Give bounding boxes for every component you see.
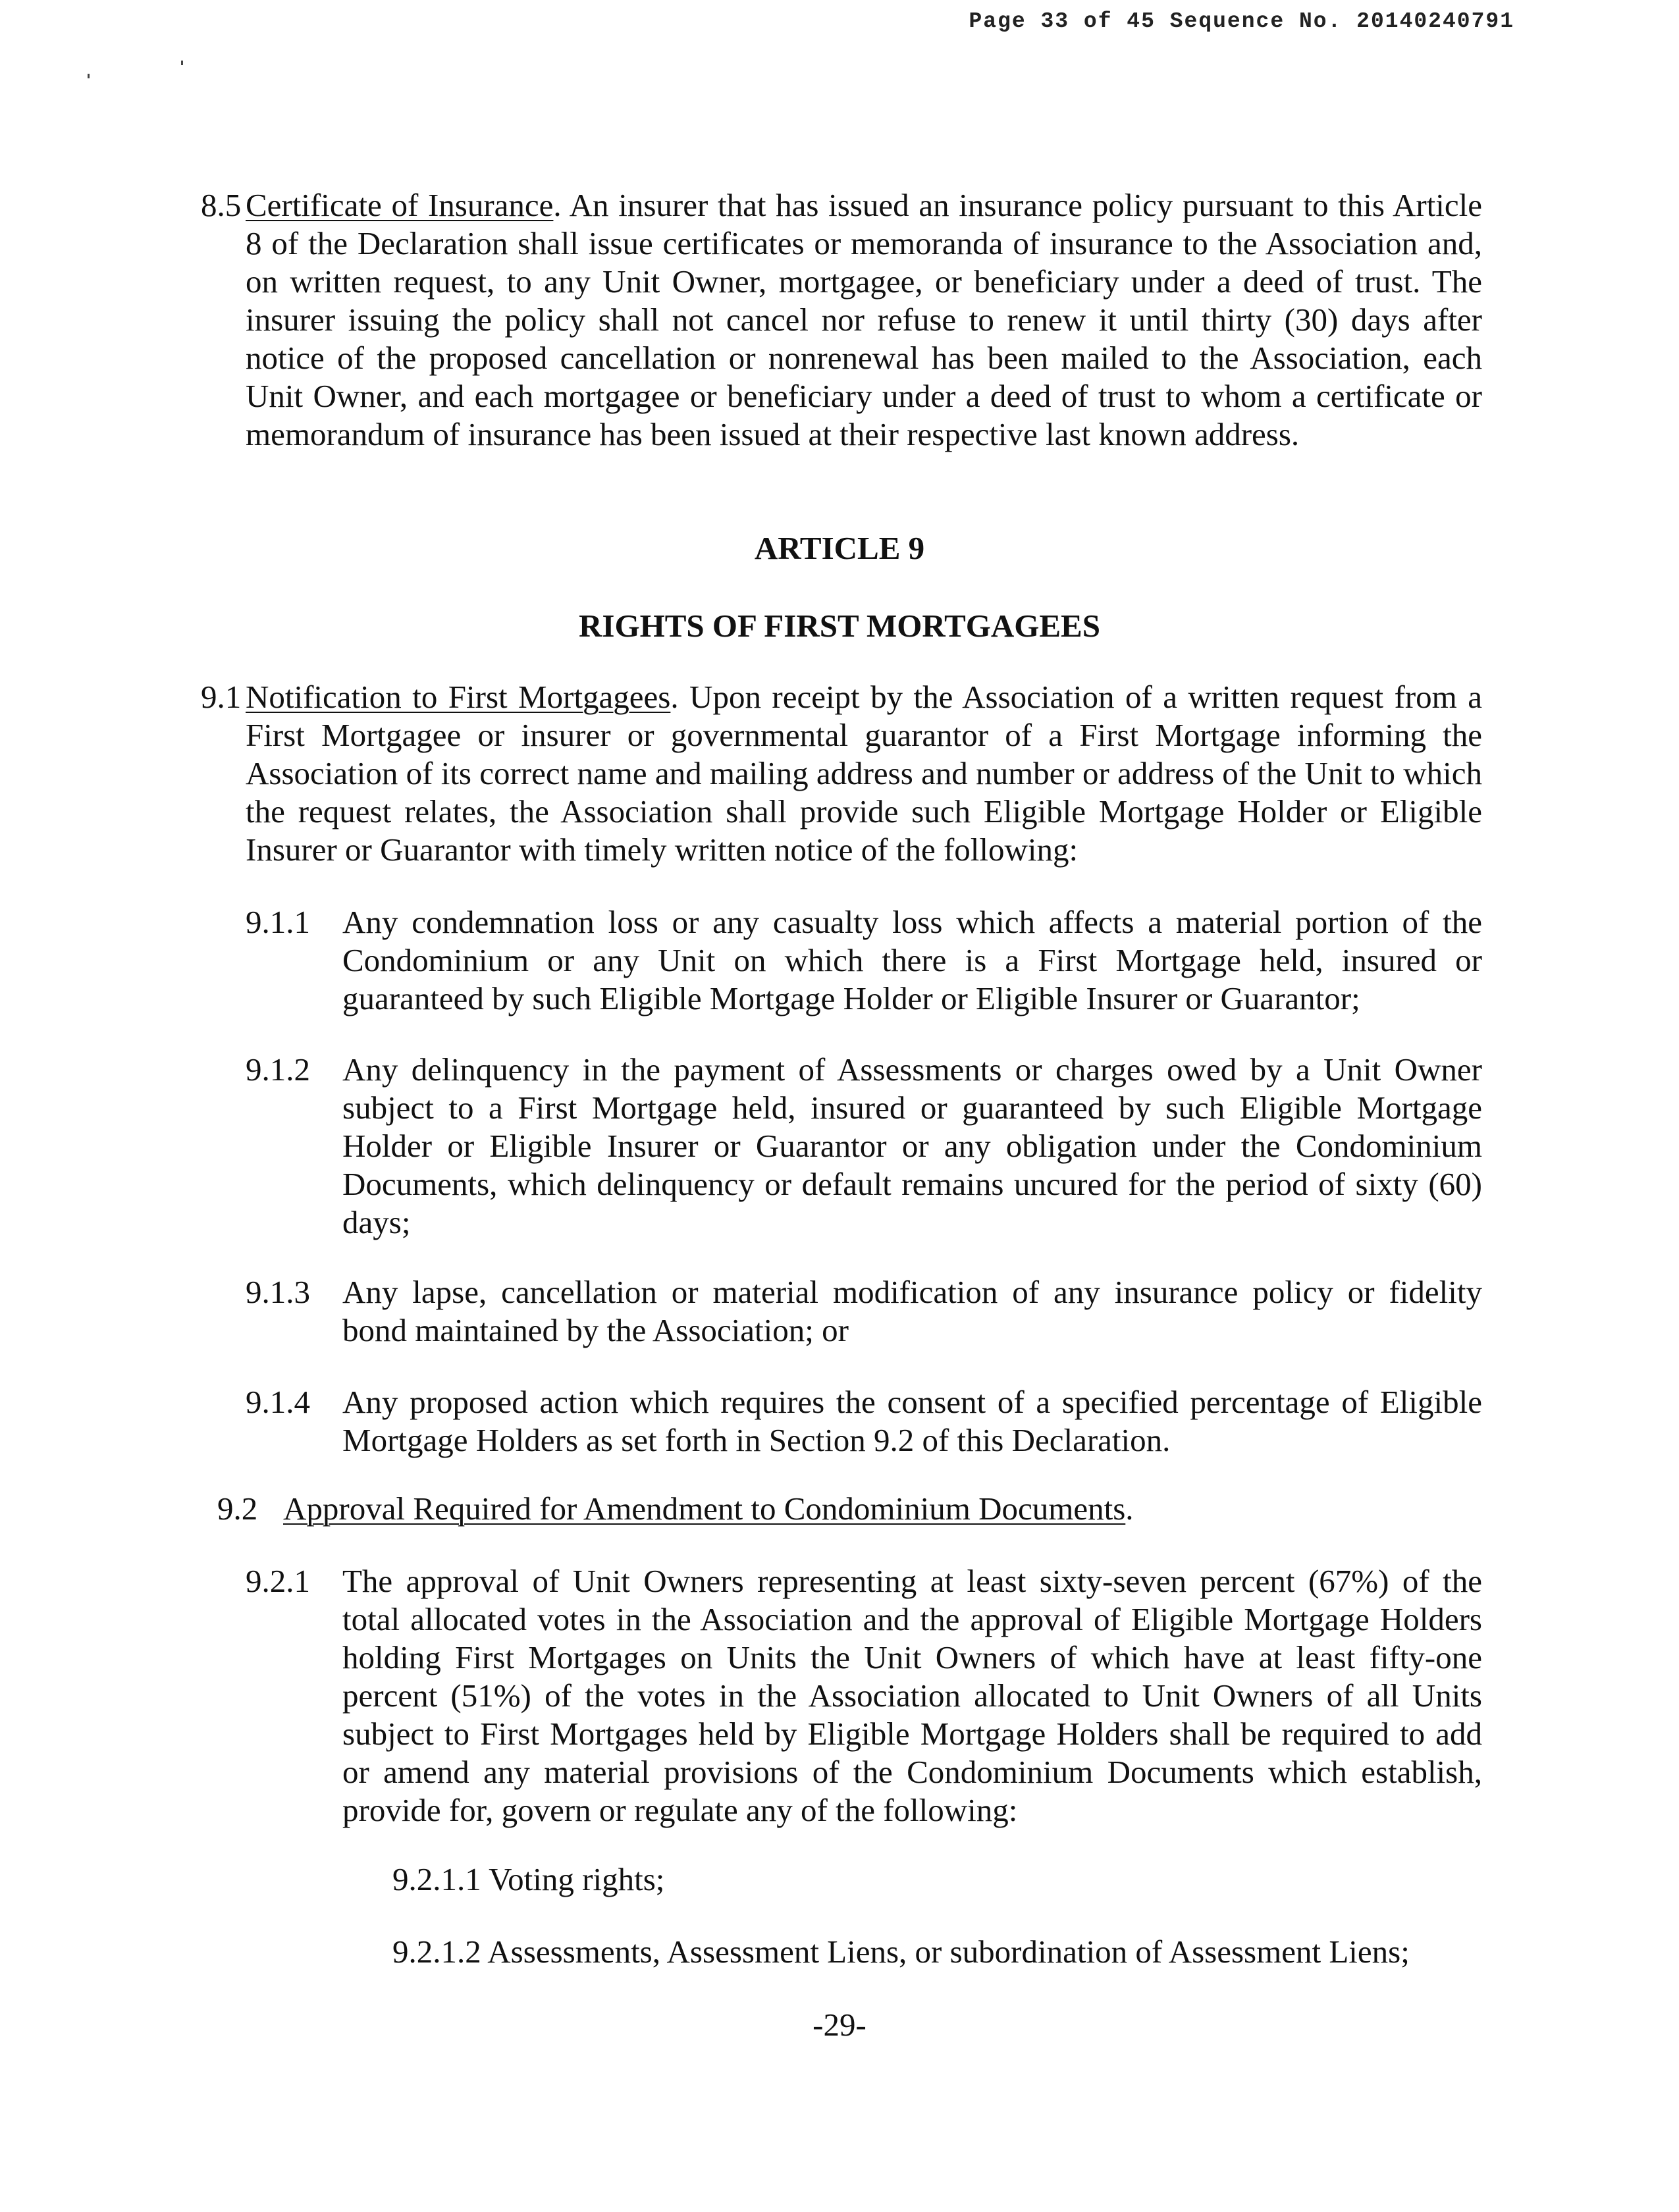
section-body: . Upon receipt by the Association of a written request from a First Mortgagee or insurer or governmental guarantor of a First Mortgage informing the Association of its correct name and mailing address and number or address of the Unit to which the request relates, the Association shall provide such Eligible Mortgage Holder or Eligible Insurer or Guarantor with timely written notice of the following:	[246, 679, 1482, 868]
section-title: Notification to First Mortgagees	[246, 679, 671, 715]
sub-item: 9.2.1.2 Assessments, Assessment Liens, or subordination of Assessment Liens;	[392, 1934, 1410, 1970]
page-number: -29-	[813, 2007, 866, 2043]
section-8-5	[246, 186, 1482, 454]
section-number: 9.2	[217, 1490, 258, 1527]
section-9-1	[246, 678, 1482, 869]
scan-artifact	[181, 61, 183, 65]
article-number: ARTICLE 9	[754, 530, 925, 566]
item-number: 9.1.4	[246, 1384, 310, 1420]
section-number: 8.5	[201, 187, 242, 223]
section-9-2	[283, 1490, 1482, 1528]
list-item: Any lapse, cancellation or material modification of any insurance policy or fidelity bond maintained by the Association; or	[342, 1274, 1482, 1348]
list-item: Any delinquency in the payment of Assessments or charges owed by a Unit Owner subject to a First Mortgage held, insured or guaranteed by such Eligible Mortgage Holder or Eligible Insurer or Guarantor or any obligation under the Condominium Documents, which delinquency or default remains uncured for the period of sixty (60) days;	[342, 1051, 1482, 1240]
list-item: Any condemnation loss or any casualty loss which affects a material portion of the Condominium or any Unit on which there is a First Mortgage held, insured or guaranteed by such Eligible Mortgage Holder or Eligible Insurer or Guarantor;	[342, 904, 1482, 1016]
scan-artifact	[88, 74, 90, 78]
item-number: 9.1.1	[246, 904, 310, 940]
section-title: Certificate of Insurance	[246, 187, 554, 223]
list-item: The approval of Unit Owners representing at least sixty-seven percent (67%) of the total allocated votes in the Association and the approval of Eligible Mortgage Holders holding First Mortgages on Units the Unit Owners of which have at least fifty-one percent (51%) of the votes in the Association allocated to Unit Owners of all Units subject to First Mortgages held by Eligible Mortgage Holders shall be required to add or amend any material provisions of the Condominium Documents which establish, provide for, govern or regulate any of the following:	[342, 1563, 1482, 1828]
item-number: 9.2.1	[246, 1563, 310, 1599]
section-title: Approval Required for Amendment to Condominium Documents	[283, 1490, 1126, 1527]
article-title: RIGHTS OF FIRST MORTGAGEES	[579, 608, 1100, 644]
section-title-end: .	[1125, 1490, 1134, 1527]
item-number: 9.1.3	[246, 1274, 310, 1310]
section-number: 9.1	[201, 679, 242, 715]
list-item: Any proposed action which requires the consent of a specified percentage of Eligible Mortgage Holders as set forth in Section 9.2 of this Declaration.	[342, 1384, 1482, 1458]
page-header: Page 33 of 45 Sequence No. 20140240791	[969, 9, 1514, 34]
item-number: 9.1.2	[246, 1051, 310, 1088]
section-body: . An insurer that has issued an insurance policy pursuant to this Article 8 of the Declaration shall issue certificates or memoranda of insurance to the Association and, on written request, to any Unit Owner, mortgagee, or beneficiary under a deed of trust. The insurer issuing the policy shall not cancel nor refuse to renew it until thirty (30) days after notice of the proposed cancellation or nonrenewal has been mailed to the Association, each Unit Owner, and each mortgagee or beneficiary under a deed of trust to whom a certificate or memorandum of insurance has been issued at their respective last known address.	[246, 187, 1482, 452]
sub-item: 9.2.1.1 Voting rights;	[392, 1861, 665, 1897]
